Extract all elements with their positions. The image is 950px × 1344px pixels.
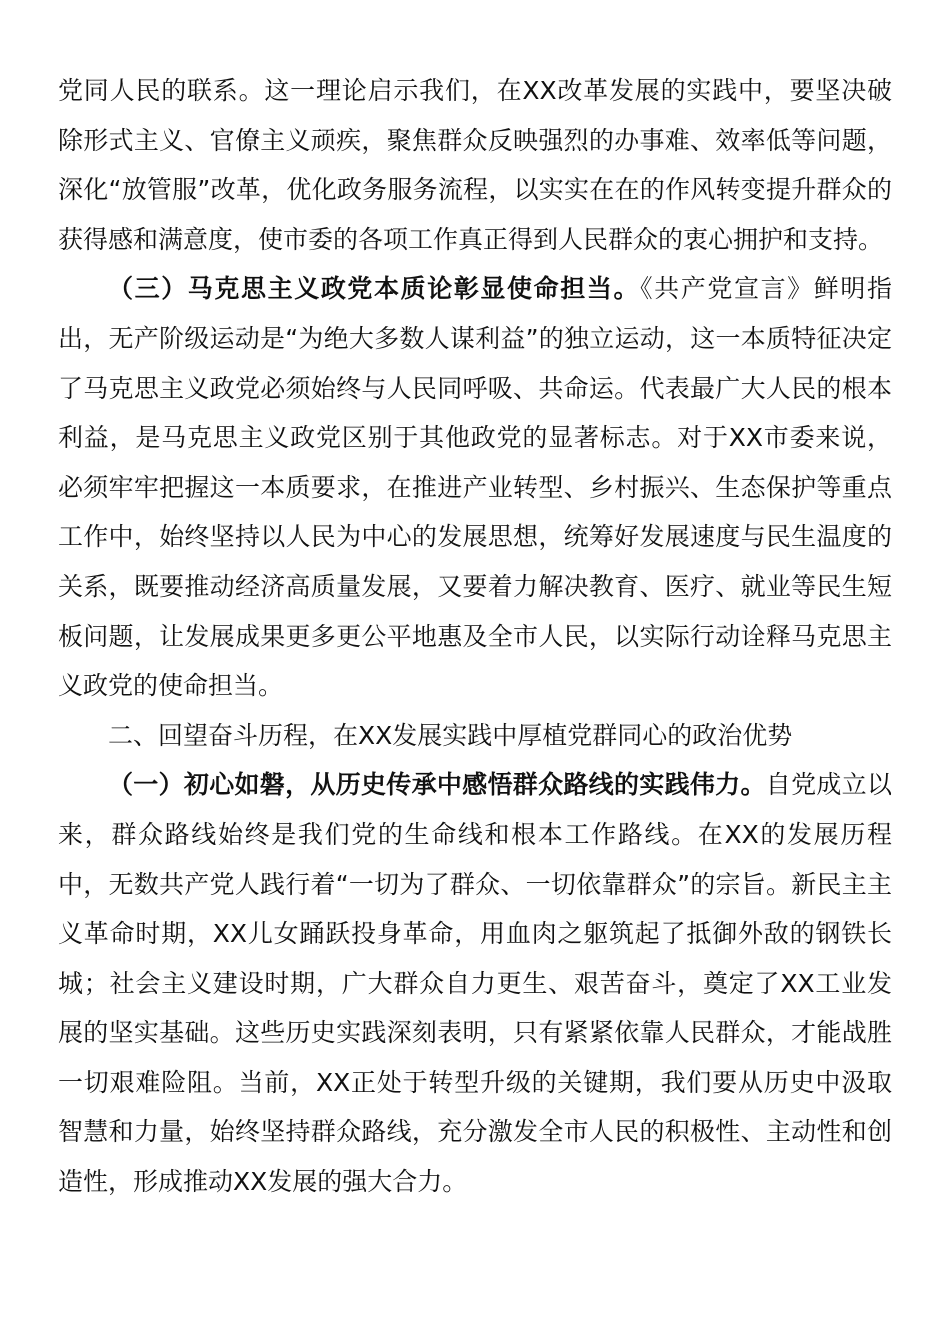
paragraph-body: 党同人民的联系。这一理论启示我们，在XX改革发展的实践中，要坚决破除形式主义、官僚主义顽疾，聚焦群众反映强烈的办事难、效率低等问题，深化“放管服”改革，优化政务服务流程，以实实在在的作风转变提升群众的获得感和满意度，使市委的各项工作真正得到人民群众的衷心拥护和支持。 [58,76,892,254]
chapter-heading [58,711,892,761]
section-heading-bold: （三）马克思主义政党本质论彰显使命担当。 [108,274,641,304]
section-heading-bold: （一）初心如磐，从历史传承中感悟群众路线的实践伟力。 [108,770,766,800]
paragraph-section-one [58,760,892,1206]
document-page [58,66,892,1207]
paragraph-body: 自党成立以来，群众路线始终是我们党的生命线和根本工作路线。在XX的发展历程中，无数共产党人践行着“一切为了群众、一切依靠群众”的宗旨。新民主主义革命时期，XX儿女踊跃投身革命，用血肉之躯筑起了抵御外敌的钢铁长城；社会主义建设时期，广大群众自力更生、艰苦奋斗，奠定了XX工业发展的坚实基础。这些历史实践深刻表明，只有紧紧依靠人民群众，才能战胜一切艰难险阻。当前，XX正处于转型升级的关键期，我们要从历史中汲取智慧和力量，始终坚持群众路线，充分激发全市人民的积极性、主动性和创造性，形成推动XX发展的强大合力。 [58,770,892,1197]
paragraph-continuation [58,66,892,264]
chapter-heading-text: 二、回望奋斗历程，在XX发展实践中厚植党群同心的政治优势 [108,720,793,750]
paragraph-section-three [58,264,892,710]
paragraph-body: 《共产党宣言》鲜明指出，无产阶级运动是“为绝大多数人谋利益”的独立运动，这一本质特征决定了马克思主义政党必须始终与人民同呼吸、共命运。代表最广大人民的根本利益，是马克思主义政党区别于其他政党的显著标志。对于XX市委来说，必须牢牢把握这一本质要求，在推进产业转型、乡村振兴、生态保护等重点工作中，始终坚持以人民为中心的发展思想，统筹好发展速度与民生温度的关系，既要推动经济高质量发展，又要着力解决教育、医疗、就业等民生短板问题，让发展成果更多更公平地惠及全市人民，以实际行动诠释马克思主义政党的使命担当。 [58,274,892,701]
